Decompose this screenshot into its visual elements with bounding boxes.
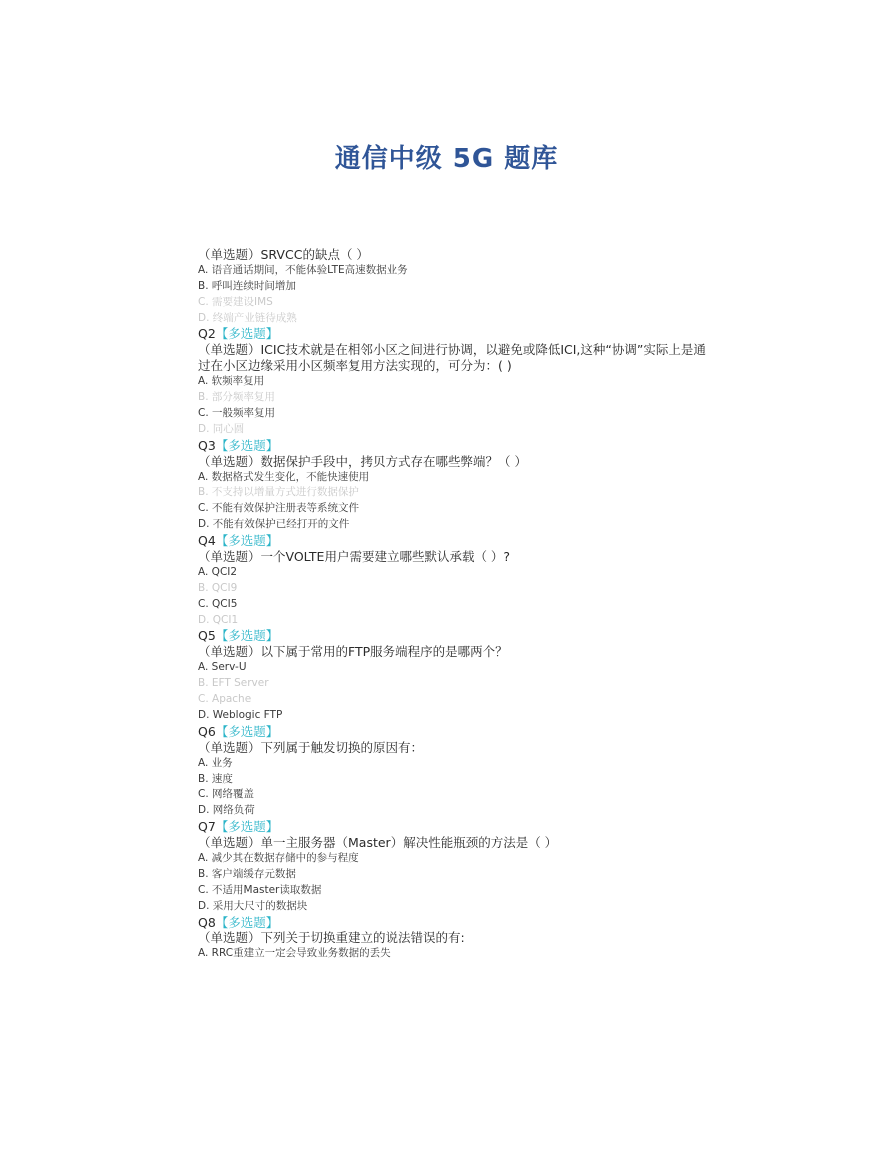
answer-option: B. 部分频率复用 xyxy=(198,391,275,404)
question-number: Q3 xyxy=(198,437,216,453)
answer-option: B. 呼叫连续时间增加 xyxy=(198,279,296,292)
question-block xyxy=(198,438,718,533)
question-number: Q7 xyxy=(198,819,216,835)
question-type-tag: 【多选题】 xyxy=(215,628,279,644)
question-stem: （单选题）下列属于触发切换的原因有： xyxy=(198,739,424,755)
answer-option: A. 减少其在数据存储中的参与程度 xyxy=(198,851,359,864)
answer-option: A. 业务 xyxy=(198,756,233,769)
answer-option: B. EFT Server xyxy=(198,677,269,690)
question-block xyxy=(198,247,718,326)
question-header xyxy=(198,724,718,740)
question-list xyxy=(198,247,718,962)
answer-option: D. 不能有效保护已经打开的文件 xyxy=(198,518,350,531)
answer-option: D. 网络负荷 xyxy=(198,804,255,817)
question-stem: （单选题）以下属于常用的FTP服务端程序的是哪两个？ xyxy=(198,644,508,660)
answer-option: A. 数据格式发生变化，不能快速使用 xyxy=(198,470,370,483)
question-block xyxy=(198,326,718,437)
answer-option: C. Apache xyxy=(198,693,252,706)
answer-option: D. 终端产业链待成熟 xyxy=(198,311,297,324)
question-type-tag: 【多选题】 xyxy=(215,914,279,930)
question-header xyxy=(198,819,718,835)
answer-option: D. 采用大尺寸的数据块 xyxy=(198,899,308,912)
answer-option: D. Weblogic FTP xyxy=(198,708,283,721)
question-block xyxy=(198,915,718,963)
question-type-tag: 【多选题】 xyxy=(215,533,279,549)
answer-option: D. QCI1 xyxy=(198,613,239,626)
question-stem: （单选题）一个VOLTE用户需要建立哪些默认承载（ ）? xyxy=(198,548,511,564)
question-number: Q4 xyxy=(198,533,216,549)
answer-option: B. 不支持以增量方式进行数据保护 xyxy=(198,486,359,499)
question-stem: （单选题）SRVCC的缺点（ ） xyxy=(198,247,369,262)
question-block xyxy=(198,628,718,723)
answer-option: C. 网络覆盖 xyxy=(198,788,255,801)
question-header xyxy=(198,915,718,931)
answer-option: A. RRC重建立一定会导致业务数据的丢失 xyxy=(198,947,391,960)
question-number: Q8 xyxy=(198,914,216,930)
question-block xyxy=(198,819,718,914)
answer-option: C. QCI5 xyxy=(198,597,238,610)
answer-option: A. QCI2 xyxy=(198,565,238,578)
question-number: Q2 xyxy=(198,326,216,342)
question-stem: （单选题）单一主服务器（Master）解决性能瓶颈的方法是（ ） xyxy=(198,835,558,851)
answer-option: A. Serv-U xyxy=(198,661,247,674)
question-type-tag: 【多选题】 xyxy=(215,437,279,453)
document-title: 通信中级 5G 题库 xyxy=(334,144,559,174)
question-stem: （单选题）数据保护手段中，拷贝方式存在哪些弊端？（ ） xyxy=(198,453,527,469)
question-stem: （单选题）下列关于切换重建立的说法错误的有: xyxy=(198,930,465,946)
answer-option: C. 一般频率复用 xyxy=(198,406,276,419)
question-header xyxy=(198,326,718,342)
question-type-tag: 【多选题】 xyxy=(215,819,279,835)
question-stem: （单选题）ICIC技术就是在相邻小区之间进行协调，以避免或降低ICI,这种“协调”实际上是通 xyxy=(198,342,706,358)
answer-option: B. 速度 xyxy=(198,772,233,785)
question-type-tag: 【多选题】 xyxy=(215,723,279,739)
question-number: Q6 xyxy=(198,723,216,739)
answer-option: C. 需要建设IMS xyxy=(198,295,273,308)
question-type-tag: 【多选题】 xyxy=(215,326,279,342)
answer-option: B. QCI9 xyxy=(198,581,238,594)
answer-option: D. 同心圆 xyxy=(198,422,245,435)
answer-option: A. 语音通话期间，不能体验LTE高速数据业务 xyxy=(198,263,408,276)
question-header xyxy=(198,533,718,549)
question-stem: 过在小区边缘采用小区频率复用方法实现的，可分为：( ) xyxy=(198,358,512,374)
answer-option: B. 客户端缓存元数据 xyxy=(198,867,296,880)
question-header xyxy=(198,438,718,454)
question-block xyxy=(198,724,718,819)
answer-option: A. 软频率复用 xyxy=(198,375,265,388)
question-header xyxy=(198,628,718,644)
question-number: Q5 xyxy=(198,628,216,644)
answer-option: C. 不适用Master读取数据 xyxy=(198,883,322,896)
answer-option: C. 不能有效保护注册表等系统文件 xyxy=(198,502,360,515)
question-block xyxy=(198,533,718,628)
